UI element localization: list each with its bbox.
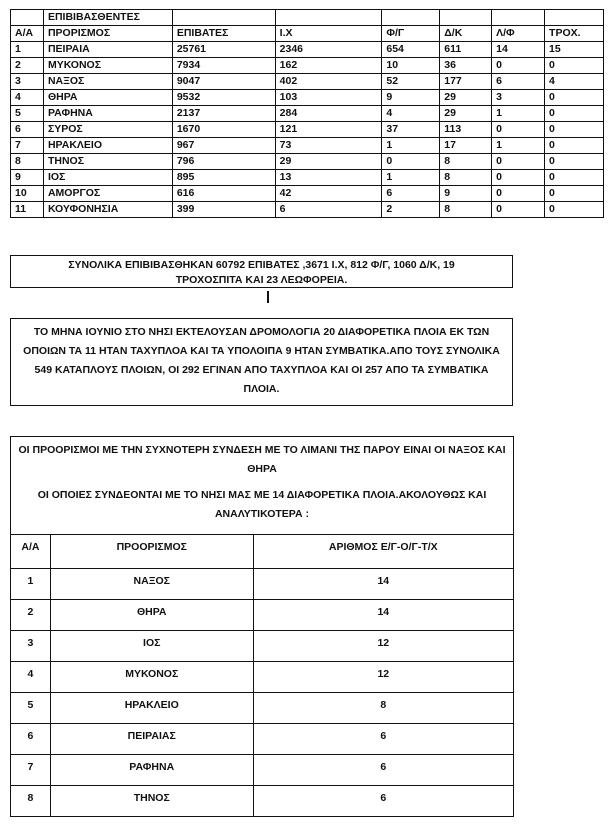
table-cell: 9 bbox=[440, 186, 492, 202]
table-cell: 0 bbox=[545, 90, 604, 106]
table-cell: ΑΜΟΡΓΟΣ bbox=[43, 186, 172, 202]
table-cell: ΙΟΣ bbox=[43, 170, 172, 186]
table-cell: 6 bbox=[253, 755, 513, 786]
empty-cell bbox=[382, 10, 440, 26]
table-cell: 1670 bbox=[172, 122, 275, 138]
column-header: Φ/Γ bbox=[382, 26, 440, 42]
table-cell: ΤΗΝΟΣ bbox=[50, 786, 253, 817]
table-cell: 14 bbox=[492, 42, 545, 58]
column-header: Δ/Κ bbox=[440, 26, 492, 42]
table-cell: 162 bbox=[275, 58, 382, 74]
empty-cell bbox=[172, 10, 275, 26]
table-cell: 37 bbox=[382, 122, 440, 138]
destinations-table bbox=[10, 436, 514, 817]
intro-text: ΟΙ ΟΠΟΙΕΣ ΣΥΝΔΕΟΝΤΑΙ ΜΕ ΤΟ ΝΗΣΙ ΜΑΣ ΜΕ 14 ΔΙΑΦΟΡΕΤΙΚΑ ΠΛΟΙΑ.ΑΚΟΛΟΥΘΩΣ ΚΑΙ ΑΝΑΛΥΤΙΚΟΤΕΡΑ : bbox=[37, 489, 487, 520]
group-header: ΕΠΙΒΙΒΑΣΘΕΝΤΕΣ bbox=[43, 10, 172, 26]
table-row bbox=[11, 662, 514, 693]
table-cell: 611 bbox=[440, 42, 492, 58]
info-paragraph-box bbox=[10, 318, 513, 406]
column-header-row bbox=[11, 535, 514, 569]
table-cell: 9 bbox=[11, 170, 44, 186]
empty-cell bbox=[440, 10, 492, 26]
table-cell: 0 bbox=[545, 154, 604, 170]
table-cell: 5 bbox=[11, 106, 44, 122]
table-cell: 9047 bbox=[172, 74, 275, 90]
table-cell: 2346 bbox=[275, 42, 382, 58]
table-cell: 8 bbox=[440, 154, 492, 170]
table-cell: 6 bbox=[11, 122, 44, 138]
table-cell: 15 bbox=[545, 42, 604, 58]
table-cell: 7 bbox=[11, 755, 51, 786]
table-cell: 0 bbox=[492, 154, 545, 170]
column-header: Λ/Φ bbox=[492, 26, 545, 42]
table-row bbox=[11, 186, 604, 202]
table-cell: ΙΟΣ bbox=[50, 631, 253, 662]
table-cell: 8 bbox=[440, 170, 492, 186]
table-cell: 0 bbox=[545, 58, 604, 74]
table-cell: ΝΑΞΟΣ bbox=[43, 74, 172, 90]
column-header: ΕΠΙΒΑΤΕΣ bbox=[172, 26, 275, 42]
column-header: Ι.Χ bbox=[275, 26, 382, 42]
table-row bbox=[11, 786, 514, 817]
table-cell: 3 bbox=[11, 631, 51, 662]
table-row bbox=[11, 170, 604, 186]
group-header-row bbox=[11, 10, 604, 26]
empty-cell bbox=[492, 10, 545, 26]
table-cell: 0 bbox=[545, 106, 604, 122]
table-cell: ΚΟΥΦΟΝΗΣΙΑ bbox=[43, 202, 172, 218]
table-row bbox=[11, 74, 604, 90]
table-cell: 36 bbox=[440, 58, 492, 74]
summary-line: ΣΥΝΟΛΙΚΑ ΕΠΙΒΙΒΑΣΘΗΚΑΝ 60792 ΕΠΙΒΑΤΕΣ ,3671 Ι.Χ, 812 Φ/Γ, 1060 Δ/Κ, 19 bbox=[68, 259, 455, 271]
table-cell: 1 bbox=[382, 170, 440, 186]
table-cell: 11 bbox=[11, 202, 44, 218]
column-header: ΠΡΟΡΙΣΜΟΣ bbox=[43, 26, 172, 42]
table-cell: 14 bbox=[253, 569, 513, 600]
table-cell: ΘΗΡΑ bbox=[43, 90, 172, 106]
table-cell: 3 bbox=[492, 90, 545, 106]
column-header: ΑΡΙΘΜΟΣ Ε/Γ-Ο/Γ-Τ/Χ bbox=[253, 535, 513, 569]
table-row bbox=[11, 202, 604, 218]
intro-text: ΟΙ ΠΡΟΟΡΙΣΜΟΙ ΜΕ ΤΗΝ ΣΥΧΝΟΤΕΡΗ ΣΥΝΔΕΣΗ ΜΕ ΤΟ ΛΙΜΑΝΙ ΤΗΣ ΠΑΡΟΥ ΕΙΝΑΙ ΟΙ ΝΑΞΟΣ ΚΑΙ ΘΗΡΑ bbox=[18, 444, 506, 475]
table-row bbox=[11, 154, 604, 170]
table-cell: 1 bbox=[492, 138, 545, 154]
table-cell: 4 bbox=[11, 90, 44, 106]
table-cell: 14 bbox=[253, 600, 513, 631]
table-cell: ΠΕΙΡΑΙΑ bbox=[43, 42, 172, 58]
table-cell: 1 bbox=[11, 569, 51, 600]
table-cell: 7 bbox=[11, 138, 44, 154]
table-cell: 4 bbox=[11, 662, 51, 693]
table-cell: 0 bbox=[492, 58, 545, 74]
column-header: ΤΡΟΧ. bbox=[545, 26, 604, 42]
table-cell: 2 bbox=[11, 58, 44, 74]
table-cell: 6 bbox=[11, 724, 51, 755]
table-cell: 796 bbox=[172, 154, 275, 170]
table-cell: 2 bbox=[11, 600, 51, 631]
table-row bbox=[11, 58, 604, 74]
table-cell: 402 bbox=[275, 74, 382, 90]
table-cell: 0 bbox=[545, 138, 604, 154]
table-cell: 52 bbox=[382, 74, 440, 90]
table-cell: 12 bbox=[253, 662, 513, 693]
table-cell: 895 bbox=[172, 170, 275, 186]
table-cell: 121 bbox=[275, 122, 382, 138]
empty-cell bbox=[545, 10, 604, 26]
table-cell: 4 bbox=[382, 106, 440, 122]
table-cell: 616 bbox=[172, 186, 275, 202]
table-cell: 13 bbox=[275, 170, 382, 186]
table-cell: ΠΕΙΡΑΙΑΣ bbox=[50, 724, 253, 755]
empty-cell bbox=[11, 10, 44, 26]
table-cell: 6 bbox=[253, 786, 513, 817]
summary-line: ΤΡΟΧΟΣΠΙΤΑ ΚΑΙ 23 ΛΕΩΦΟΡΕΙΑ. bbox=[175, 274, 348, 286]
table-cell: 0 bbox=[492, 202, 545, 218]
table-cell: 2137 bbox=[172, 106, 275, 122]
table-row bbox=[11, 755, 514, 786]
table-cell: ΡΑΦΗΝΑ bbox=[50, 755, 253, 786]
table-cell: 6 bbox=[382, 186, 440, 202]
table-cell: 3 bbox=[11, 74, 44, 90]
table-cell: 17 bbox=[440, 138, 492, 154]
table-cell: 103 bbox=[275, 90, 382, 106]
table-row bbox=[11, 42, 604, 58]
table-cell: 10 bbox=[382, 58, 440, 74]
table-cell: ΗΡΑΚΛΕΙΟ bbox=[43, 138, 172, 154]
info-paragraph: ΤΟ ΜΗΝΑ ΙΟΥΝΙΟ ΣΤΟ ΝΗΣΙ ΕΚΤΕΛΟΥΣΑΝ ΔΡΟΜΟΛΟΓΙΑ 20 ΔΙΑΦΟΡΕΤΙΚΑ ΠΛΟΙΑ ΕΚ ΤΩΝ ΟΠΟΙΩΝ ΤΑ 11 ΗΤΑΝ ΤΑΧΥΠΛΟΑ ΚΑΙ ΤΑ ΥΠΟΛΟΙΠΑ 9 ΗΤΑΝ ΣΥΜΒΑΤΙΚΑ.ΑΠΟ ΤΟΥΣ ΣΥΝΟΛΙΚΑ 549 ΚΑΤΑΠΛΟΥΣ ΠΛΟΙΩΝ, ΟΙ 292 ΕΓΙΝΑΝ ΑΠΟ ΤΑΧΥΠΛΟΑ ΚΑΙ ΟΙ 257 ΑΠΟ ΤΑ ΣΥΜΒΑΤΙΚΑ ΠΛΟΙΑ. bbox=[23, 326, 500, 395]
table-cell: 0 bbox=[545, 170, 604, 186]
table-cell: 1 bbox=[382, 138, 440, 154]
table-cell: ΜΥΚΟΝΟΣ bbox=[43, 58, 172, 74]
table-cell: ΘΗΡΑ bbox=[50, 600, 253, 631]
table-row bbox=[11, 90, 604, 106]
table-cell: 29 bbox=[440, 106, 492, 122]
table-cell: ΡΑΦΗΝΑ bbox=[43, 106, 172, 122]
intro-row bbox=[11, 437, 514, 535]
table-cell: 8 bbox=[11, 786, 51, 817]
table-cell: 1 bbox=[492, 106, 545, 122]
table-cell: 0 bbox=[545, 186, 604, 202]
table-cell: ΣΥΡΟΣ bbox=[43, 122, 172, 138]
column-header: Α/Α bbox=[11, 535, 51, 569]
table-cell: 42 bbox=[275, 186, 382, 202]
table-cell: 29 bbox=[440, 90, 492, 106]
table-cell: 0 bbox=[545, 202, 604, 218]
summary-box bbox=[10, 255, 513, 288]
table-cell: 25761 bbox=[172, 42, 275, 58]
table-cell: ΝΑΞΟΣ bbox=[50, 569, 253, 600]
table-cell: ΗΡΑΚΛΕΙΟ bbox=[50, 693, 253, 724]
table-cell: ΜΥΚΟΝΟΣ bbox=[50, 662, 253, 693]
table-row bbox=[11, 724, 514, 755]
table-cell: 8 bbox=[440, 202, 492, 218]
table-cell: 113 bbox=[440, 122, 492, 138]
table-row bbox=[11, 631, 514, 662]
table-cell: 6 bbox=[492, 74, 545, 90]
table-row bbox=[11, 122, 604, 138]
table-row bbox=[11, 600, 514, 631]
intro-cell bbox=[11, 437, 514, 535]
text-cursor bbox=[267, 291, 269, 303]
table-cell: 29 bbox=[275, 154, 382, 170]
column-header: ΠΡΟΟΡΙΣΜΟΣ bbox=[50, 535, 253, 569]
table-cell: 0 bbox=[492, 170, 545, 186]
table-cell: 177 bbox=[440, 74, 492, 90]
column-header: Α/Α bbox=[11, 26, 44, 42]
table-cell: 2 bbox=[382, 202, 440, 218]
table-row bbox=[11, 106, 604, 122]
table-cell: 0 bbox=[492, 186, 545, 202]
passenger-stats-table bbox=[10, 9, 604, 218]
table-cell: 12 bbox=[253, 631, 513, 662]
table-cell: 6 bbox=[275, 202, 382, 218]
column-header-row bbox=[11, 26, 604, 42]
table-cell: 5 bbox=[11, 693, 51, 724]
empty-cell bbox=[275, 10, 382, 26]
table-cell: 967 bbox=[172, 138, 275, 154]
table-cell: 8 bbox=[11, 154, 44, 170]
table-cell: 4 bbox=[545, 74, 604, 90]
table-cell: 284 bbox=[275, 106, 382, 122]
table-cell: 1 bbox=[11, 42, 44, 58]
table-row bbox=[11, 693, 514, 724]
table-cell: 0 bbox=[382, 154, 440, 170]
table-cell: 6 bbox=[253, 724, 513, 755]
table-cell: 399 bbox=[172, 202, 275, 218]
table-cell: 73 bbox=[275, 138, 382, 154]
table-cell: 8 bbox=[253, 693, 513, 724]
table-cell: 9532 bbox=[172, 90, 275, 106]
table-cell: 7934 bbox=[172, 58, 275, 74]
table-cell: 654 bbox=[382, 42, 440, 58]
table-cell: ΤΗΝΟΣ bbox=[43, 154, 172, 170]
table-cell: 0 bbox=[545, 122, 604, 138]
table-row bbox=[11, 569, 514, 600]
table-cell: 9 bbox=[382, 90, 440, 106]
table-cell: 10 bbox=[11, 186, 44, 202]
table-cell: 0 bbox=[492, 122, 545, 138]
table-row bbox=[11, 138, 604, 154]
